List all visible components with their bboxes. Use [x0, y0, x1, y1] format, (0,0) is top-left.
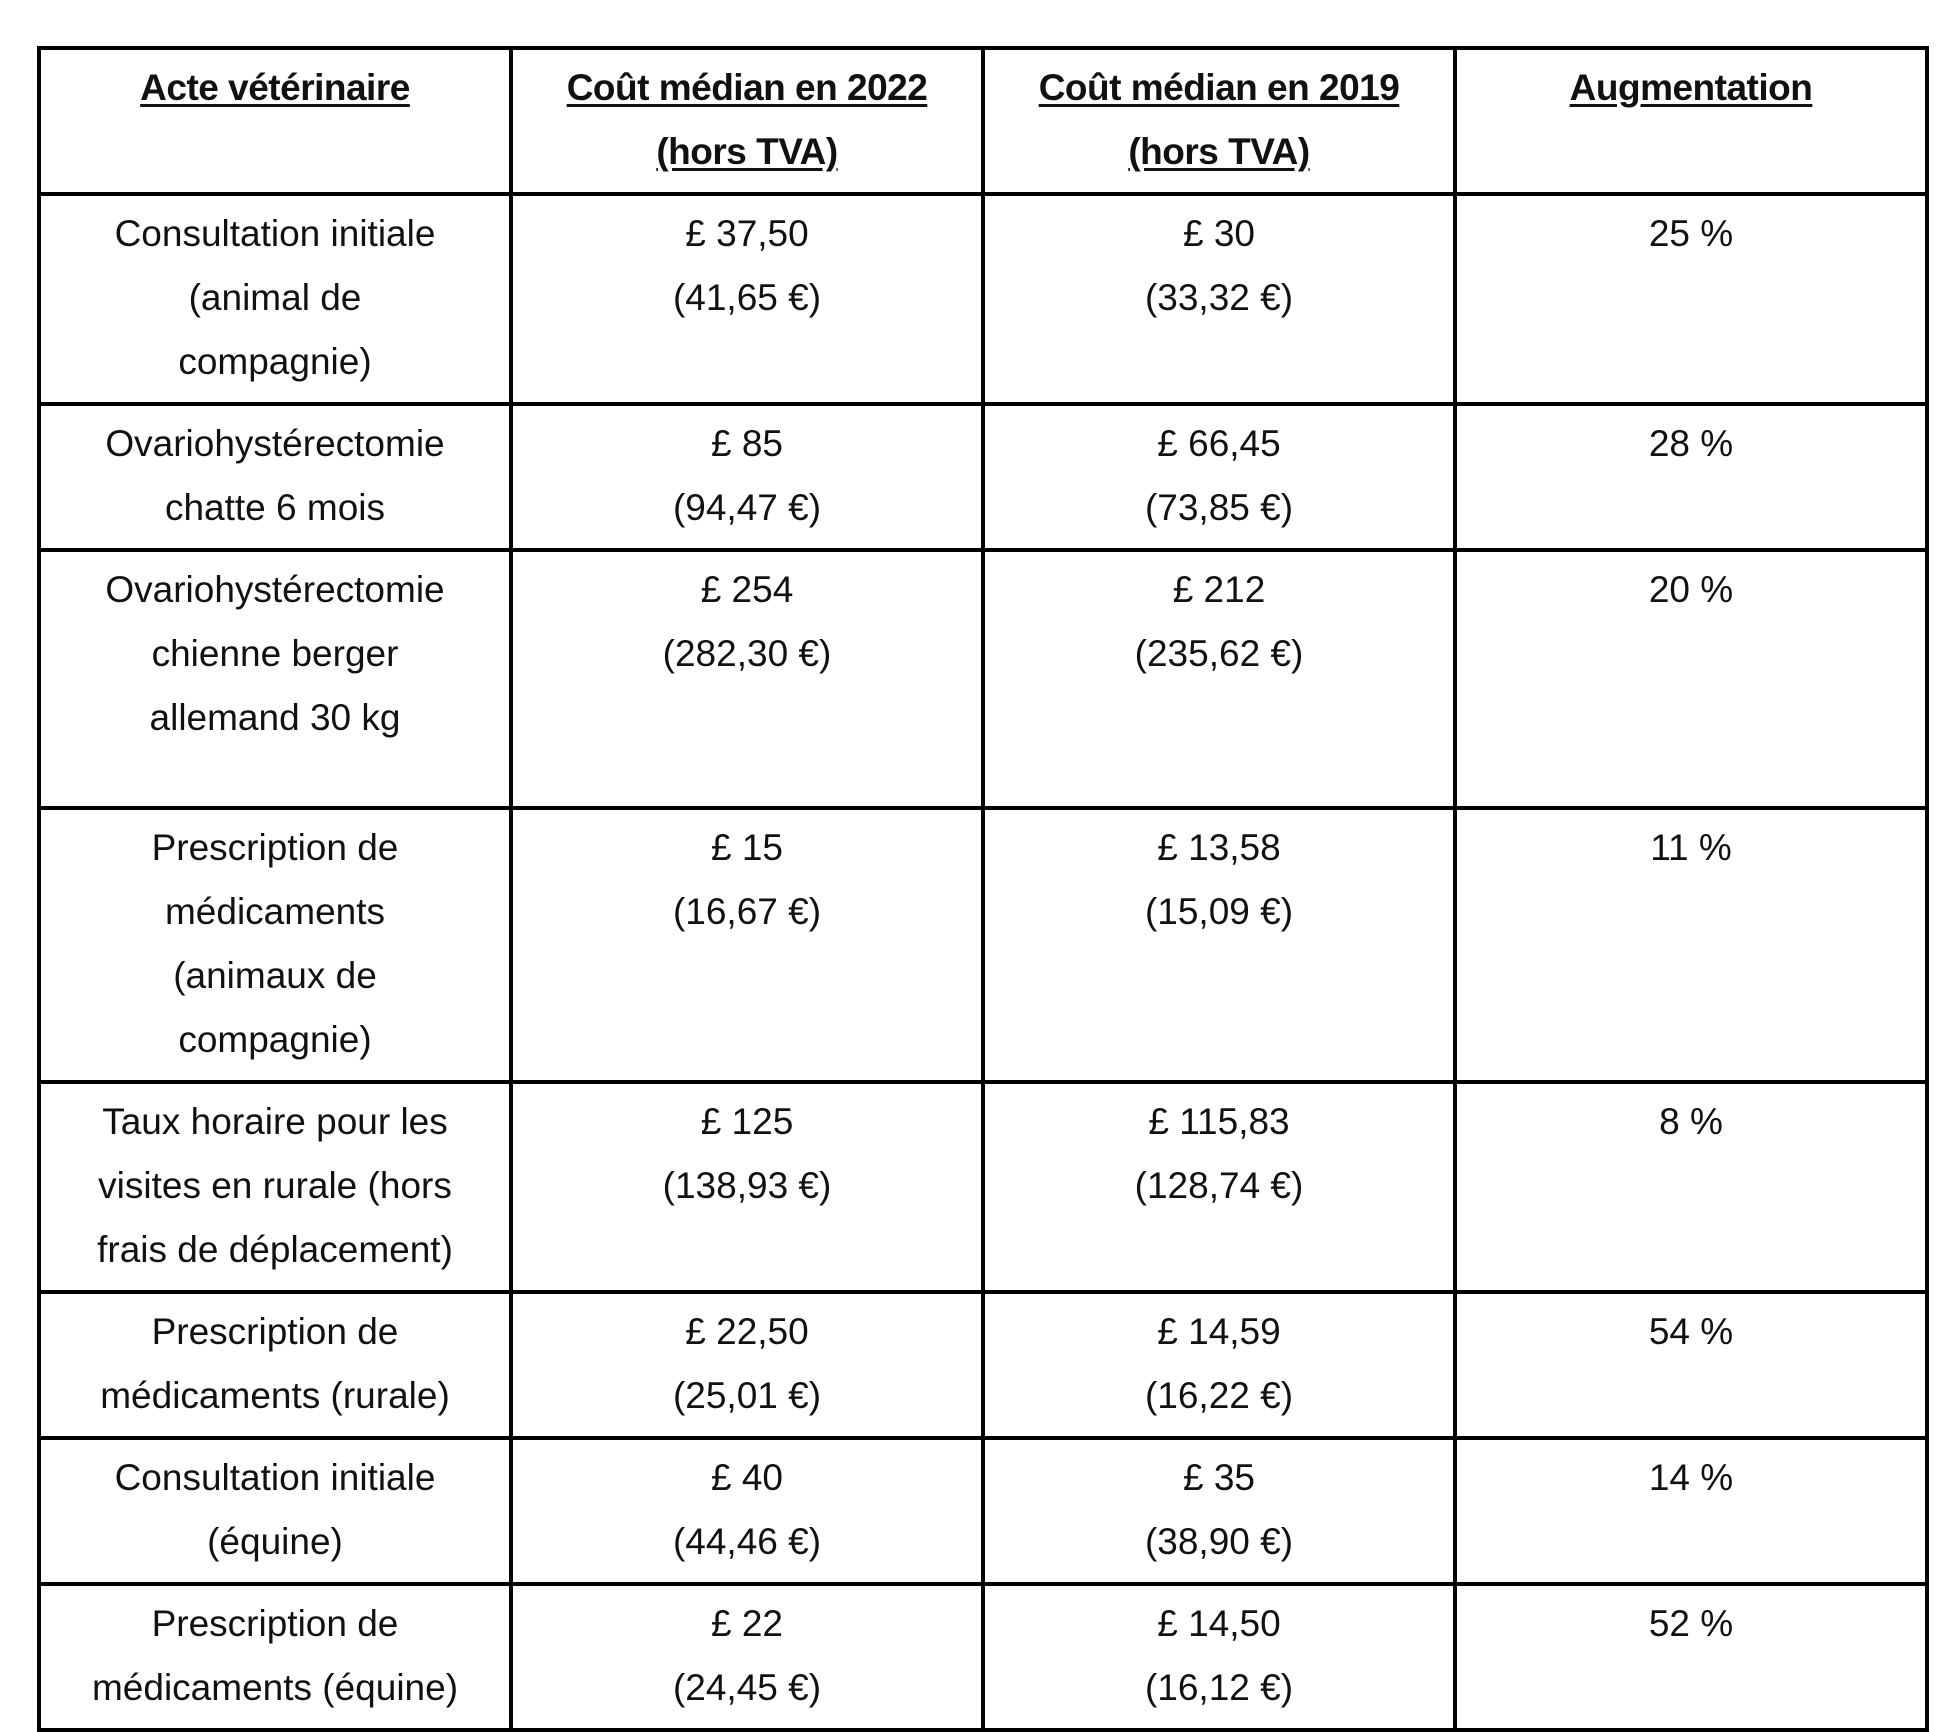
increase-cell	[1455, 1292, 1927, 1438]
table-row	[39, 1292, 1927, 1438]
act-line: Prescription de	[151, 1311, 399, 1352]
cost-2019-eur: (16,12 €)	[1144, 1667, 1294, 1708]
cost-2019-gbp: £ 14,50	[1157, 1603, 1281, 1644]
table-row	[39, 404, 1927, 550]
table-row	[39, 194, 1927, 404]
header-cost-2022	[511, 48, 983, 194]
cost-2019-cell	[983, 1438, 1455, 1584]
cost-2019-eur: (33,32 €)	[1144, 277, 1294, 318]
act-cell	[39, 1082, 511, 1292]
increase-value: 8 %	[1659, 1101, 1723, 1142]
act-line: Ovariohystérectomie	[105, 423, 445, 464]
header-act	[39, 48, 511, 194]
cost-2022-gbp: £ 22,50	[685, 1311, 809, 1352]
increase-cell	[1455, 404, 1927, 550]
act-cell	[39, 808, 511, 1082]
act-line: Consultation initiale	[114, 213, 436, 254]
increase-value: 11 %	[1650, 827, 1732, 868]
act-line: Taux horaire pour les	[102, 1101, 448, 1142]
cost-2019-eur: (16,22 €)	[1144, 1375, 1294, 1416]
act-line: visites en rurale (hors	[98, 1165, 452, 1206]
cost-2022-eur: (41,65 €)	[672, 277, 822, 318]
cost-2022-cell	[511, 1292, 983, 1438]
act-cell	[39, 1438, 511, 1584]
increase-value: 14 %	[1648, 1457, 1734, 1498]
table-row	[39, 808, 1927, 1082]
table-row	[39, 550, 1927, 808]
increase-value: 25 %	[1648, 213, 1734, 254]
act-cell	[39, 404, 511, 550]
cost-2019-gbp: £ 13,58	[1157, 827, 1281, 868]
act-line: chienne berger	[151, 633, 399, 674]
act-line: Ovariohystérectomie	[105, 569, 445, 610]
header-cost-2019	[983, 48, 1455, 194]
cost-2019-eur: (128,74 €)	[1134, 1165, 1304, 1206]
table-row	[39, 1438, 1927, 1584]
increase-cell	[1455, 1082, 1927, 1292]
table-body	[39, 194, 1927, 1730]
cost-2022-cell	[511, 808, 983, 1082]
cost-2019-gbp: £ 212	[1172, 569, 1266, 610]
act-line: Prescription de	[151, 1603, 399, 1644]
header-cost-2019-line: (hors TVA)	[1128, 131, 1310, 172]
act-line: frais de déplacement)	[97, 1229, 453, 1270]
cost-2019-gbp: £ 66,45	[1157, 423, 1281, 464]
cost-2019-eur: (73,85 €)	[1144, 487, 1294, 528]
cost-2019-gbp: £ 30	[1182, 213, 1255, 254]
header-act-line: Acte vétérinaire	[140, 67, 410, 108]
act-line: (équine)	[207, 1521, 343, 1562]
cost-2019-eur: (38,90 €)	[1144, 1521, 1294, 1562]
cost-2022-gbp: £ 37,50	[685, 213, 809, 254]
cost-2022-cell	[511, 404, 983, 550]
cost-2019-cell	[983, 194, 1455, 404]
cost-2022-gbp: £ 40	[710, 1457, 783, 1498]
act-line: allemand 30 kg	[149, 697, 401, 738]
cost-2019-cell	[983, 1082, 1455, 1292]
increase-cell	[1455, 550, 1927, 808]
act-cell	[39, 1292, 511, 1438]
increase-cell	[1455, 194, 1927, 404]
cost-2022-eur: (16,67 €)	[672, 891, 822, 932]
cost-2022-eur: (138,93 €)	[662, 1165, 832, 1206]
increase-value: 28 %	[1648, 423, 1734, 464]
cost-2022-cell	[511, 1082, 983, 1292]
increase-cell	[1455, 808, 1927, 1082]
cost-2022-eur: (44,46 €)	[672, 1521, 822, 1562]
cost-2019-cell	[983, 404, 1455, 550]
act-cell	[39, 194, 511, 404]
act-line: médicaments (équine)	[91, 1667, 459, 1708]
act-line: chatte 6 mois	[164, 487, 386, 528]
cost-2022-eur: (282,30 €)	[662, 633, 832, 674]
cost-2022-eur: (24,45 €)	[672, 1667, 822, 1708]
cost-2022-gbp: £ 125	[700, 1101, 794, 1142]
act-line: médicaments (rurale)	[100, 1375, 450, 1416]
increase-value: 52 %	[1648, 1603, 1734, 1644]
veterinary-cost-table	[37, 46, 1929, 1732]
cost-2019-eur: (15,09 €)	[1144, 891, 1294, 932]
cost-2022-eur: (25,01 €)	[672, 1375, 822, 1416]
table-row	[39, 1082, 1927, 1292]
increase-cell	[1455, 1584, 1927, 1730]
cost-2022-cell	[511, 194, 983, 404]
header-increase-line: Augmentation	[1569, 67, 1813, 108]
header-increase	[1455, 48, 1927, 194]
increase-cell	[1455, 1438, 1927, 1584]
increase-value: 54 %	[1648, 1311, 1734, 1352]
cost-2019-gbp: £ 35	[1182, 1457, 1255, 1498]
cost-2022-cell	[511, 1584, 983, 1730]
cost-2019-eur: (235,62 €)	[1134, 633, 1304, 674]
table-header-row	[39, 48, 1927, 194]
cost-2022-eur: (94,47 €)	[672, 487, 822, 528]
act-line: médicaments	[164, 891, 386, 932]
increase-value: 20 %	[1648, 569, 1734, 610]
cost-2019-cell	[983, 1292, 1455, 1438]
cost-2022-gbp: £ 15	[710, 827, 783, 868]
cost-2019-cell	[983, 550, 1455, 808]
cost-2022-gbp: £ 254	[700, 569, 794, 610]
cost-2019-gbp: £ 14,59	[1157, 1311, 1281, 1352]
act-line: (animal de	[188, 277, 362, 318]
act-cell	[39, 1584, 511, 1730]
act-line: compagnie)	[178, 341, 372, 382]
cost-2022-cell	[511, 550, 983, 808]
header-cost-2022-line: Coût médian en 2022	[566, 67, 928, 108]
table-row	[39, 1584, 1927, 1730]
cost-2019-cell	[983, 1584, 1455, 1730]
act-cell	[39, 550, 511, 808]
header-cost-2022-line: (hors TVA)	[656, 131, 838, 172]
act-line: Prescription de	[151, 827, 399, 868]
cost-2022-cell	[511, 1438, 983, 1584]
cost-2022-gbp: £ 85	[710, 423, 783, 464]
cost-2022-gbp: £ 22	[710, 1603, 783, 1644]
cost-2019-gbp: £ 115,83	[1148, 1101, 1290, 1142]
act-line: compagnie)	[178, 1019, 372, 1060]
act-line: Consultation initiale	[114, 1457, 436, 1498]
cost-2019-cell	[983, 808, 1455, 1082]
act-line: (animaux de	[173, 955, 377, 996]
header-cost-2019-line: Coût médian en 2019	[1038, 67, 1400, 108]
